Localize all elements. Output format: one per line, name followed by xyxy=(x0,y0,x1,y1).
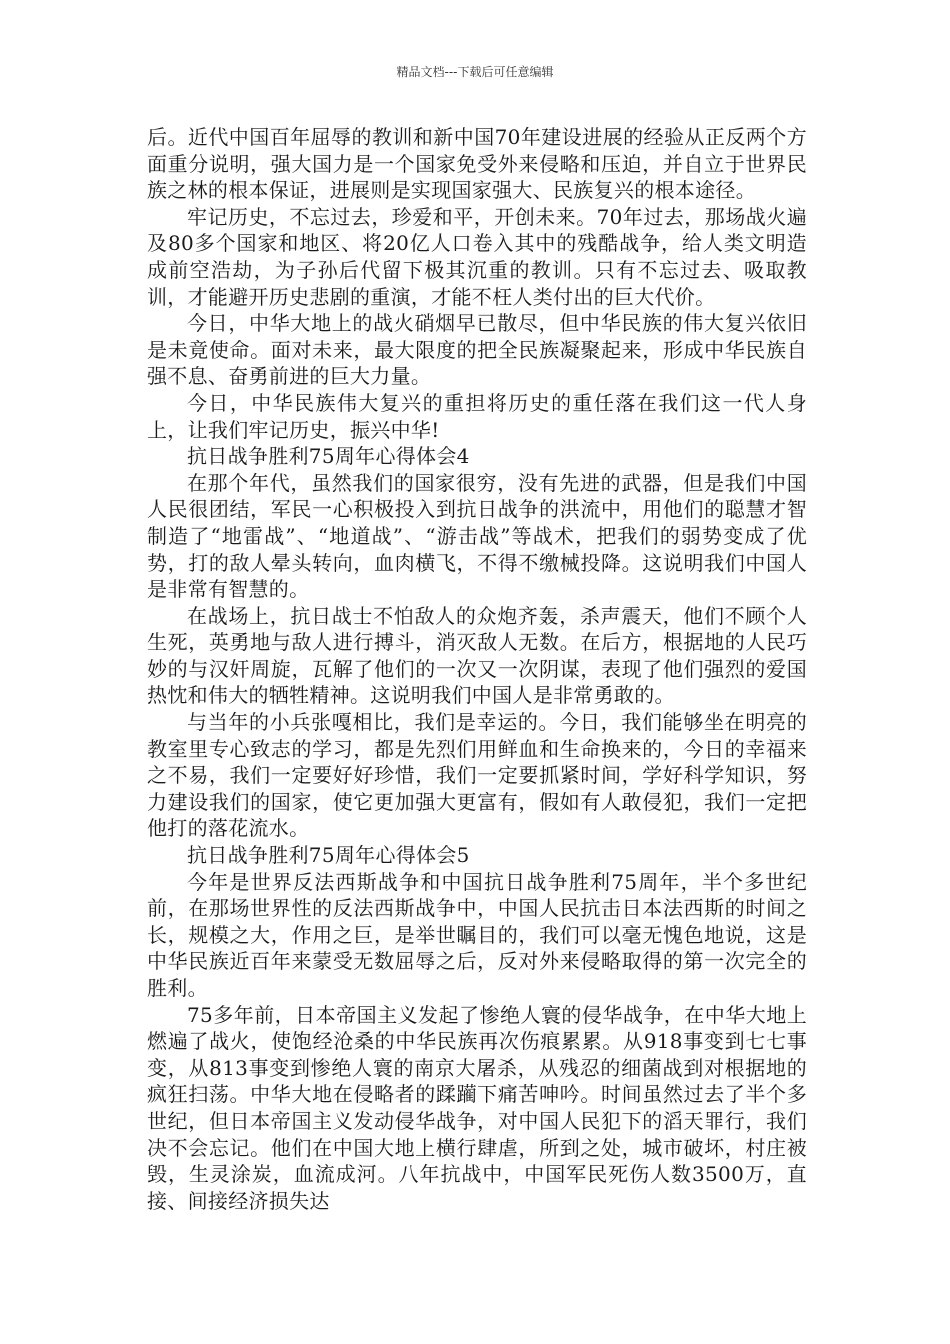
page-header: 精品文档---下载后可任意编辑 xyxy=(396,65,554,79)
paragraph: 与当年的小兵张嘎相比，我们是幸运的。今日，我们能够坐在明亮的教室里专心致志的学习，都是先烈们用鲜血和生命换来的，今日的幸福来之不易，我们一定要好好珍惜，我们一定要抓紧时间，学好科学知识，努力建设我们的国家，使它更加强大更富有，假如有人敢侵犯，我们一定把他打的落花流水。 xyxy=(147,710,807,841)
section-heading: 抗日战争胜利75周年心得体会5 xyxy=(187,843,470,868)
paragraph: 牢记历史，不忘过去，珍爱和平，开创未来。70年过去，那场战火遍及80多个国家和地区、将20亿人口卷入其中的残酷战争，给人类文明造成前空浩劫，为子孙后代留下极其沉重的教训。只有不忘过去、吸取教训，才能避开历史悲剧的重演，才能不枉人类付出的巨大代价。 xyxy=(147,204,807,309)
section-heading: 抗日战争胜利75周年心得体会4 xyxy=(187,444,470,469)
paragraph: 75多年前，日本帝国主义发起了惨绝人寰的侵华战争，在中华大地上燃遍了战火，使饱经沧桑的中华民族再次伤痕累累。从918事变到七七事变，从813事变到惨绝人寰的南京大屠杀，从残忍的细菌战到对根据地的疯狂扫荡。中华大地在侵略者的蹂躏下痛苦呻吟。时间虽然过去了半个多世纪，但日本帝国主义发动侵华战争，对中国人民犯下的滔天罪行，我们决不会忘记。他们在中国大地上横行肆虐，所到之处，城市破坏，村庄被毁，生灵涂炭，血流成河。八年抗战中，中国军民死伤人数3500万，直接、间接经济损失达 xyxy=(147,1002,807,1213)
paragraph: 今年是世界反法西斯战争和中国抗日战争胜利75周年，半个多世纪前，在那场世界性的反法西斯战争中，中国人民抗击日本法西斯的时间之长，规模之大，作用之巨，是举世瞩目的，我们可以毫无愧色地说，这是中华民族近百年来蒙受无数屈辱之后，反对外来侵略取得的第一次完全的胜利。 xyxy=(147,869,807,1000)
document-body xyxy=(147,124,807,1214)
paragraph: 今日，中华民族伟大复兴的重担将历史的重任落在我们这一代人身上，让我们牢记历史，振兴中华! xyxy=(147,390,807,442)
paragraph: 在战场上，抗日战士不怕敌人的众炮齐轰，杀声震天，他们不顾个人生死，英勇地与敌人进行搏斗，消灭敌人无数。在后方，根据地的人民巧妙的与汉奸周旋，瓦解了他们的一次又一次阴谋，表现了他们强烈的爱国热忱和伟大的牺牲精神。这说明我们中国人是非常勇敢的。 xyxy=(147,603,807,708)
paragraph: 后。近代中国百年屈辱的教训和新中国70年建设进展的经验从正反两个方面重分说明，强大国力是一个国家免受外来侵略和压迫，并自立于世界民族之林的根本保证，进展则是实现国家强大、民族复兴的根本途径。 xyxy=(147,125,807,203)
paragraph: 在那个年代，虽然我们的国家很穷，没有先进的武器，但是我们中国人民很团结，军民一心积极投入到抗日战争的洪流中，用他们的聪慧才智制造了“地雷战”、“地道战”、“游击战”等战术，把我们的弱势变成了优势，打的敌人晕头转向，血肉横飞，不得不缴械投降。这说明我们中国人是非常有智慧的。 xyxy=(147,470,807,602)
paragraph: 今日，中华大地上的战火硝烟早已散尽，但中华民族的伟大复兴依旧是未竟使命。面对未来，最大限度的把全民族凝聚起来，形成中华民族自强不息、奋勇前进的巨大力量。 xyxy=(147,311,807,389)
